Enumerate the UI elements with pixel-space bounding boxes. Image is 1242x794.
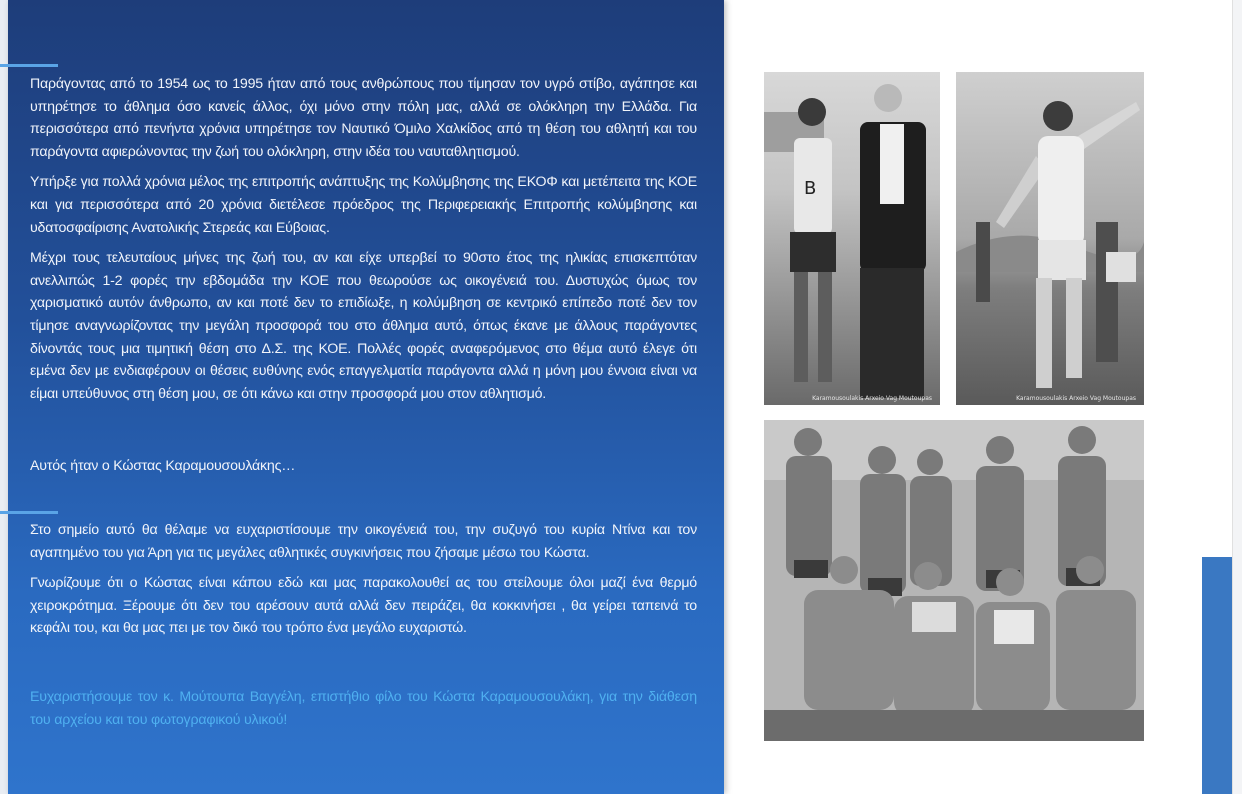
page-left-margin [0, 0, 8, 794]
photo-two-men [764, 72, 940, 405]
accent-line-bottom [0, 511, 58, 514]
side-accent-bar [1202, 557, 1232, 794]
photo-two-men-image [764, 72, 940, 405]
photo-team-group-image [764, 420, 1144, 741]
photo-athlete [956, 72, 1144, 405]
text-panel [8, 0, 724, 794]
paragraph-3: Μέχρι τους τελευταίους μήνες της ζωή του, αν και είχε υπερβεί το 90στο έτος της ηλικίας επισκεπτόταν ανελλιπώς 1-2 φορές την εβδομάδα την ΚΟΕ που θεωρούσε ως οικογένειά του. Δυστυχώς όμως τον χαρισματικό αυτόν άνθρωπο, αν και ποτέ δεν το επιδίωξε, η κολύμβηση σε κεντρικό επίπεδο ποτέ δεν τον τίμησε αναγνωρίζοντας την μεγάλη προσφορά του στο άθλημα αυτό, όπως έκανε με άλλους παράγοντες δίνοντάς τους μια τιμητική θέση στο Δ.Σ. της ΚΟΕ. Πολλές φορές αναφερόμενος στο θέμα αυτό έλεγε ότι εμένα δεν με ενδιαφέρουν οι θέσεις ευθύνης ενός επαγγελματία παράγοντα αλλά η μόνη μου έννοια είναι να είμαι υπεύθυνος στη θέση μου, σε ότι κάνω και στην προσφορά μου στον αθλητισμό. [30, 250, 697, 402]
body-text-top [30, 73, 697, 413]
page-right-margin [1232, 0, 1242, 794]
paragraph-5: Γνωρίζουμε ότι ο Κώστας είναι κάπου εδώ και μας παρακολουθεί ας του στείλουμε όλοι μαζί ένα θερμό χειροκρότημα. Ξέρουμε ότι δεν του αρέσουν αυτά αλλά δεν πειράζει, θα κοκκινήσει , θα γείρει ταπεινά το κεφάλι του, και θα μας πει με τον δικό του τρόπο ένα μεγάλο ευχαριστώ. [30, 575, 697, 637]
photo2-caption: Karamousoulakis Arxeio Vag Moutoupas [1016, 395, 1136, 402]
svg-text:B: B [804, 178, 817, 199]
accent-line-top [0, 64, 58, 67]
photo1-caption: Karamousoulakis Arxeio Vag Moutoupas [812, 395, 932, 402]
body-text-bottom [30, 519, 697, 648]
paragraph-2: Υπήρξε για πολλά χρόνια μέλος της επιτροπής ανάπτυξης της Κολύμβησης της ΕΚΟΦ και μετέπειτα της ΚΟΕ και για περισσότερα από 20 χρόνια διετέλεσε πρόεδρος της Περιφερειακής Επιτροπής κολύμβησης και υδατοσφαίρισης Ανατολικής Στερεάς και Εύβοιας. [30, 174, 697, 236]
photo-athlete-image [956, 72, 1144, 405]
paragraph-1: Παράγοντας από το 1954 ως το 1995 ήταν από τους ανθρώπους που τίμησαν τον υγρό στίβο, αγάπησε και υπηρέτησε το άθλημα όσο κανείς άλλος, όχι μόνο στην πόλη μας, αλλά σε ολόκληρη την Ελλάδα. Για περισσότερα από πενήντα χρόνια υπηρέτησε τον Ναυτικό Όμιλο Χαλκίδος από τη θέση του αθλητή και του παράγοντα αφιερώνοντας την ζωή του ολόκληρη, στην ιδέα του ναυταθλητισμού. [30, 76, 697, 160]
closing-line: Αυτός ήταν ο Κώστας Καραμουσουλάκης… [30, 458, 296, 474]
thanks-note: Ευχαριστήσουμε τον κ. Μούτουπα Βαγγέλη, επιστήθιο φίλο του Κώστα Καραμουσουλάκη, για την διάθεση του αρχείου και του φωτογραφικού υλικού! [30, 689, 697, 728]
photo-team-group [764, 420, 1144, 741]
paragraph-4: Στο σημείο αυτό θα θέλαμε να ευχαριστίσουμε την οικογένειά του, την συζυγό του κυρία Ντίνα και τον αγαπημένο του για Άρη για τις μεγάλες αθλητικές συγκινήσεις που ζήσαμε μέσω του Κώστα. [30, 522, 697, 561]
